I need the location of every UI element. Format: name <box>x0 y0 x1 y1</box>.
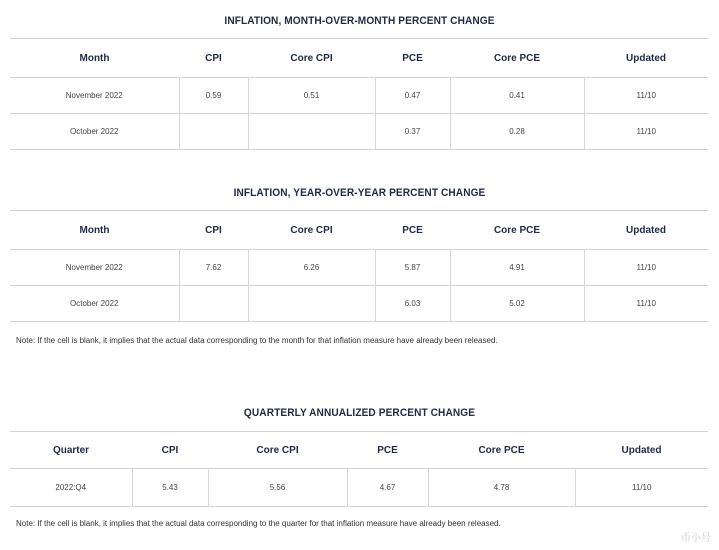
cell-core-pce: 4.78 <box>428 469 575 507</box>
quarterly-table <box>10 431 708 507</box>
col-header-month: Month <box>79 224 110 236</box>
cell-cpi: 7.62 <box>179 250 248 286</box>
cell-cpi <box>179 286 248 322</box>
cell-core-cpi <box>248 114 375 150</box>
cell-pce: 0.47 <box>375 78 450 114</box>
cell-month: October 2022 <box>70 299 119 308</box>
quarterly-table-title: QUARTERLY ANNUALIZED PERCENT CHANGE <box>243 407 476 419</box>
cell-core-pce: 0.41 <box>450 78 584 114</box>
table-row <box>10 250 708 286</box>
col-header-quarter: Quarter <box>52 444 90 456</box>
quarterly-header-row <box>10 432 708 469</box>
cell-month: November 2022 <box>65 91 123 100</box>
cell-month: November 2022 <box>65 263 123 272</box>
cell-pce: 0.37 <box>375 114 450 150</box>
cell-pce: 5.87 <box>375 250 450 286</box>
col-header-cpi: CPI <box>205 224 222 236</box>
table-row <box>10 114 708 150</box>
cell-updated: 11/10 <box>584 286 708 322</box>
cell-core-cpi: 5.56 <box>208 469 347 507</box>
col-header-pce: PCE <box>402 52 423 64</box>
cell-cpi: 0.59 <box>179 78 248 114</box>
col-header-pce: PCE <box>377 444 398 456</box>
cell-updated: 11/10 <box>575 469 708 507</box>
col-header-updated: Updated <box>626 52 666 64</box>
table-row <box>10 469 708 507</box>
col-header-core-cpi: Core CPI <box>256 444 299 456</box>
cell-month: October 2022 <box>70 127 119 136</box>
col-header-core-pce: Core PCE <box>493 52 541 64</box>
cell-core-pce: 5.02 <box>450 286 584 322</box>
yoy-table-title: INFLATION, YEAR-OVER-YEAR PERCENT CHANGE <box>233 187 486 199</box>
cell-updated: 11/10 <box>584 114 708 150</box>
yoy-header-row <box>10 211 708 250</box>
yoy-table <box>10 210 708 322</box>
col-header-updated: Updated <box>626 224 666 236</box>
col-header-core-cpi: Core CPI <box>290 224 333 236</box>
table-row <box>10 286 708 322</box>
cell-updated: 11/10 <box>584 250 708 286</box>
table-row <box>10 78 708 114</box>
col-header-core-cpi: Core CPI <box>290 52 333 64</box>
col-header-cpi: CPI <box>205 52 222 64</box>
mom-header-row <box>10 39 708 78</box>
cell-core-pce: 4.91 <box>450 250 584 286</box>
cell-updated: 11/10 <box>584 78 708 114</box>
col-header-core-pce: Core PCE <box>493 224 541 236</box>
cell-core-cpi: 6.26 <box>248 250 375 286</box>
mom-table-title: INFLATION, MONTH-OVER-MONTH PERCENT CHANGE <box>224 15 495 27</box>
col-header-core-pce: Core PCE <box>478 444 525 456</box>
monthly-release-note: Note: If the cell is blank, it implies that the actual data corresponding to the month for that inflation measure have already been released. <box>16 336 498 345</box>
cell-cpi <box>179 114 248 150</box>
col-header-pce: PCE <box>402 224 423 236</box>
watermark: 币小号 <box>681 533 711 544</box>
mom-table <box>10 38 708 150</box>
quarterly-release-note: Note: If the cell is blank, it implies that the actual data corresponding to the quarter for that inflation measure have already been released. <box>16 519 501 528</box>
cell-core-cpi <box>248 286 375 322</box>
cell-core-pce: 0.28 <box>450 114 584 150</box>
cell-quarter: 2022:Q4 <box>55 483 87 492</box>
cell-pce: 6.03 <box>375 286 450 322</box>
cell-pce: 4.67 <box>347 469 428 507</box>
cell-cpi: 5.43 <box>132 469 208 507</box>
col-header-updated: Updated <box>621 444 662 456</box>
col-header-cpi: CPI <box>161 444 179 456</box>
col-header-month: Month <box>79 52 110 64</box>
cell-core-cpi: 0.51 <box>248 78 375 114</box>
